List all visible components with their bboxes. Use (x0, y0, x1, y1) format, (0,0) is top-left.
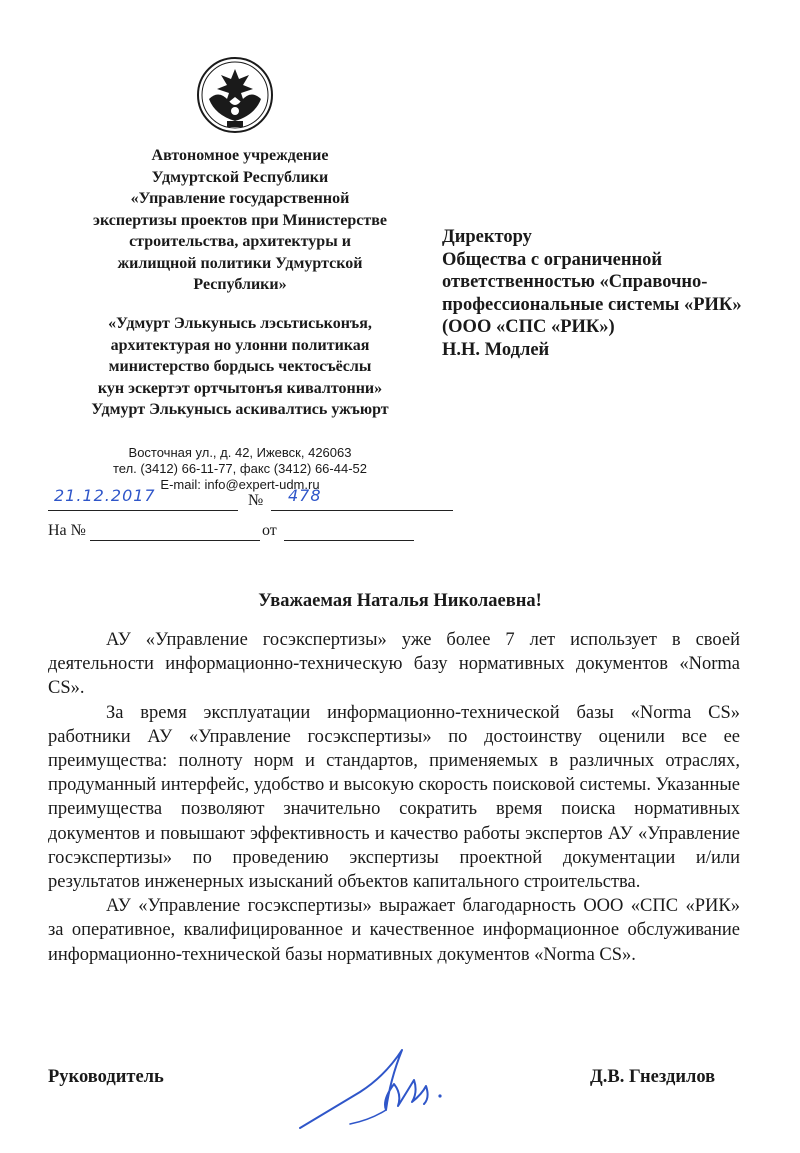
sender-name-line: «Управление государственной (130, 190, 350, 207)
handwritten-date: 21.12.2017 (54, 486, 156, 505)
body-paragraph: АУ «Управление госэкспертизы» выражает благодарность ООО «СПС «РИК» за оперативное, квалифицированное и качественное информационное обслуживание информационно-технической базы нормативных документов «Norma CS». (48, 896, 740, 965)
incoming-reference (48, 522, 418, 546)
number-underline (271, 510, 453, 511)
sender-name-line: Автономное учреждение (151, 147, 329, 164)
sender-phones: тел. (3412) 66-11-77, факс (3412) 66-44-52 (112, 461, 367, 476)
sender-address: Восточная ул., д. 42, Ижевск, 426063 (128, 445, 352, 460)
handwritten-signature (290, 1040, 470, 1140)
sender-name-line: министерство бордысь чектосъёслы (108, 358, 372, 375)
recipient-line: Общества с ограниченной (442, 249, 663, 270)
sender-name-line: жилищной политики Удмуртской (117, 254, 363, 272)
incoming-number-label: На № (48, 522, 86, 539)
incoming-date-underline (284, 540, 414, 541)
body-paragraph: АУ «Управление госэкспертизы» уже более 7 лет использует в своей деятельности информационно-техническую базу нормативных документов «Norma CS». (48, 630, 740, 699)
sender-name-line: Республики» (193, 276, 287, 293)
signatory-name: Д.В. Гнездилов (590, 1067, 716, 1087)
recipient-line: (ООО «СПС «РИК») (442, 317, 615, 337)
sender-name-line: архитектурая но улонни политикая (110, 336, 370, 354)
sender-name-line: строительства, архитектуры и (129, 233, 351, 250)
handwritten-number: 478 (288, 486, 322, 505)
sender-name-line: экспертизы проектов при Министерстве (93, 211, 387, 229)
sender-email: E-mail: info@expert-udm.ru (160, 477, 320, 492)
outgoing-number-label: № (248, 492, 264, 509)
letter-body (48, 628, 740, 967)
recipient-line: профессиональные системы «РИК» (442, 294, 742, 315)
sender-name-udmurt (40, 313, 440, 421)
signatory-title: Руководитель (48, 1067, 164, 1087)
sender-name-line: Удмурт Элькунысь аскивалтись ужъюрт (91, 401, 389, 418)
date-underline (48, 510, 238, 511)
sender-name-line: Удмуртской Республики (151, 168, 329, 186)
body-paragraph: За время эксплуатации информационно-технической базы «Norma CS» работники АУ «Управление госэкспертизы» по достоинству оценили все ее преимущества: полноту норм и стандартов, применяемых в различных отраслях, продуманный интерфейс, удобство и высокую скорость поисковой системы. Указанные преимущества позволяют значительно сократить время поиска нормативных документов и повышают эффективность и качество работы экспертов АУ «Управление госэкспертизы» по проведению экспертизы проектной документации и/или результатов инженерных изысканий объектов капитального строительства. (48, 702, 740, 893)
recipient-line: Директору (442, 227, 532, 247)
sender-name-line: кун эскертэт ортчытонъя кивалтонни» (97, 379, 383, 397)
coat-of-arms-emblem (195, 55, 275, 135)
incoming-from-label: от (262, 522, 277, 539)
salutation: Уважаемая Наталья Николаевна! (258, 591, 542, 611)
outgoing-reference (48, 488, 408, 516)
incoming-number-underline (90, 540, 260, 541)
sender-name-ru (40, 145, 440, 296)
sender-name-line: «Удмурт Элькунысь лэсьтиськонъя, (108, 315, 372, 332)
recipient-line: ответственностью «Справочно- (442, 272, 708, 292)
recipient-block (442, 226, 792, 361)
recipient-line: Н.Н. Модлей (442, 339, 550, 360)
